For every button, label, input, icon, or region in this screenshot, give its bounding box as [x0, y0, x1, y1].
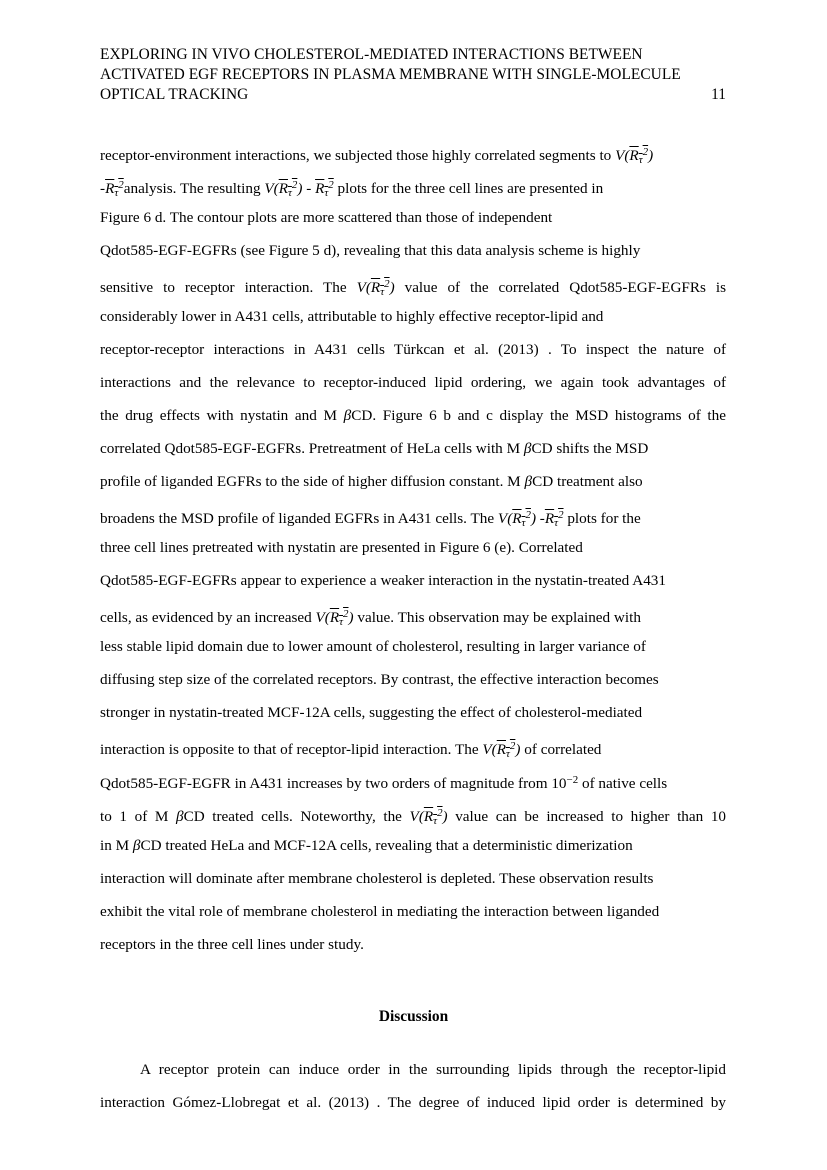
text-line: A receptor protein can induce order in the surrounding lipids through the receptor-lipid: [140, 1061, 726, 1078]
text-line: to 1 of M βCD treated cells. Noteworthy, the $V(R_\tau^2)$ value can be increased to higher than 10: [100, 807, 727, 827]
text-line: interactions and the relevance to receptor-induced lipid ordering, we again took advantages of: [100, 374, 726, 391]
math-r-tau-sq: $R_\tau^2$: [544, 509, 564, 529]
text-line: [100, 142, 653, 170]
text-line: receptors in the three cell lines under study.: [100, 936, 364, 953]
text-line: Qdot585-EGF-EGFRs (see Figure 5 d), revealing that this data analysis scheme is highly: [100, 242, 641, 259]
text-line: exhibit the vital role of membrane cholesterol in mediating the interaction between liganded: [100, 903, 660, 920]
math-beta: β: [132, 837, 141, 854]
text-line: receptor-receptor interactions in A431 cells Türkcan et al. (2013) . To inspect the nature of: [100, 341, 726, 358]
section-heading-discussion: Discussion: [378, 1008, 449, 1025]
text-line: interaction Gómez-Llobregat et al. (2013) . The degree of induced lipid order is determined by: [100, 1094, 726, 1111]
text-line: $-R_\tau^2analysis$. The resulting $V(R_\tau^2) - R_\tau^2$ plots for the three cell lines are presented in: [100, 179, 604, 199]
math-v-r-tau-sq: $V(R_\tau^2)$: [482, 740, 521, 760]
math-beta: β: [524, 473, 533, 490]
running-header: [100, 45, 726, 105]
header-title-line-2: ACTIVATED EGF RECEPTORS IN PLASMA MEMBRANE WITH SINGLE-MOLECULE: [100, 66, 681, 83]
text-line: considerably lower in A431 cells, attributable to highly effective receptor-lipid and: [100, 308, 604, 325]
math-exponent: −2: [566, 774, 579, 786]
page-number: 11: [711, 86, 726, 103]
math-v-r-tau-sq: $V(R_\tau^2)$: [315, 608, 354, 628]
math-beta: β: [175, 807, 184, 825]
math-v-r-tau-sq: $V(R_\tau^2)$: [264, 179, 303, 199]
text-line: Qdot585-EGF-EGFRs appear to experience a weaker interaction in the nystatin-treated A431: [100, 572, 666, 589]
math-r-tau-sq: $R_\tau^2$: [105, 179, 124, 199]
text-line: correlated Qdot585-EGF-EGFRs. Pretreatment of HeLa cells with M βCD shifts the MSD: [100, 440, 649, 457]
header-title-line-1: EXPLORING IN VIVO CHOLESTEROL-MEDIATED INTERACTIONS BETWEEN: [100, 46, 643, 63]
header-title-line-3: OPTICAL TRACKING: [100, 86, 249, 103]
math-v-r-tau-sq: $V(R_\tau^2)$: [615, 146, 654, 166]
text-line: in M βCD treated HeLa and MCF-12A cells, revealing that a deterministic dimerization: [100, 837, 633, 854]
math-beta: β: [523, 440, 532, 457]
header-title-line-3-row: [100, 85, 726, 105]
math-beta: β: [343, 407, 352, 424]
text-line: interaction is opposite to that of receptor-lipid interaction. The $V(R_\tau^2)$ of correlated: [100, 740, 602, 760]
math-v-r-tau-sq: $V(R_\tau^2)$: [497, 509, 536, 529]
text-line: profile of liganded EGFRs to the side of higher diffusion constant. M βCD treatment also: [100, 473, 643, 490]
text-line: cells, as evidenced by an increased $V(R_\tau^2)$ value. This observation may be explained with: [100, 608, 641, 628]
math-v-r-tau-sq: $V(R_\tau^2)$: [356, 278, 395, 298]
text-line: less stable lipid domain due to lower amount of cholesterol, resulting in larger variance of: [100, 638, 646, 655]
text-line: the drug effects with nystatin and M βCD. Figure 6 b and c display the MSD histograms of the: [100, 407, 726, 424]
text-line: Figure 6 d. The contour plots are more scattered than those of independent: [100, 209, 553, 226]
text-line: stronger in nystatin-treated MCF-12A cells, suggesting the effect of cholesterol-mediated: [100, 704, 643, 721]
text-line: sensitive to receptor interaction. The $V(R_\tau^2)$ value of the correlated Qdot585-EGF-EGFRs is: [100, 278, 727, 298]
math-v-r-tau-sq: $V(R_\tau^2)$: [409, 807, 448, 827]
text-line: broadens the MSD profile of liganded EGFRs in A431 cells. The $V(R_\tau^2)$ $-R_\tau^2$ plots for the: [100, 509, 641, 529]
text-segment: receptor-environment interactions, we subjected those highly correlated segments to: [100, 146, 616, 164]
text-line: Qdot585-EGF-EGFR in A431 increases by two orders of magnitude from $10^{-2}$ of native cells: [100, 774, 668, 792]
text-line: interaction will dominate after membrane cholesterol is depleted. These observation results: [100, 870, 654, 887]
text-line: three cell lines pretreated with nystatin are presented in Figure 6 (e). Correlated: [100, 539, 583, 556]
math-r-tau-sq: $R_\tau^2$: [315, 179, 334, 199]
text-line: diffusing step size of the correlated receptors. By contrast, the effective interaction becomes: [100, 671, 659, 688]
